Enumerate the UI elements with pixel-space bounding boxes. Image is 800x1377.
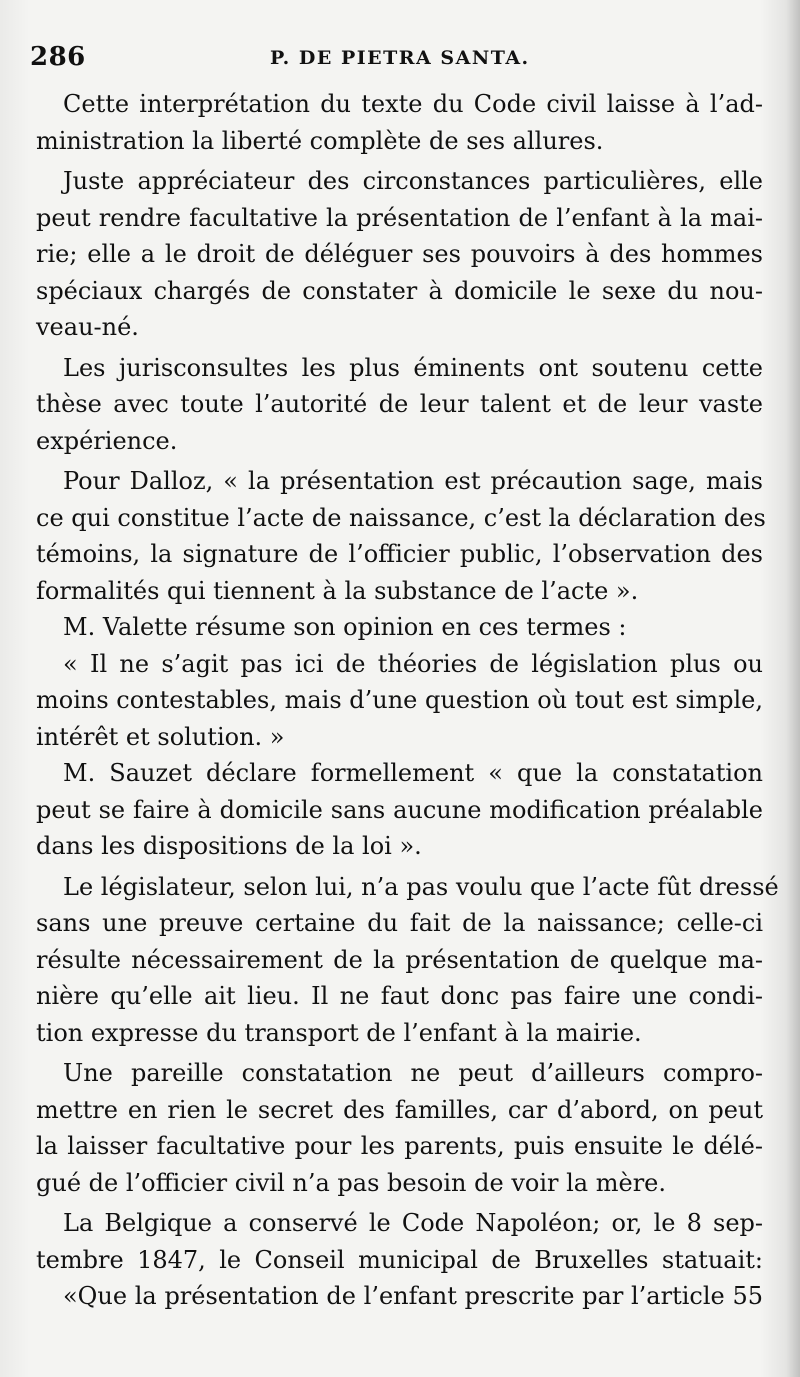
text-line: formalités qui tiennent à la substance de l’acte ». [36,576,639,605]
paragraph-2 [36,163,763,346]
body-text [36,86,779,1315]
text-line: Une pareille constatation ne peut d’ailleurs compro- [63,1059,763,1087]
paragraph-8 [36,869,779,1052]
text-line: thèse avec toute l’autorité de leur talent et de leur vaste [36,390,763,418]
text-line: Le législateur, selon lui, n’a pas voulu que l’acte fût dressé [63,872,779,901]
text-line: témoins, la signature de l’officier public, l’observation des [36,540,763,568]
paragraph-1 [36,86,763,159]
text-line: spéciaux chargés de constater à domicile le sexe du nou- [36,276,763,305]
text-line: tion expresse du transport de l’enfant à la mairie. [36,1018,642,1047]
text-line: sans une preuve certaine du fait de la naissance; celle-ci [36,909,763,937]
text-line: ce qui constitue l’acte de naissance, c’est la déclaration des [36,503,766,532]
text-line: Juste appréciateur des circonstances particulières, elle [63,167,763,195]
running-title: P. DE PIETRA SANTA. [270,47,530,69]
text-line: Les jurisconsultes les plus éminents ont soutenu cette [63,353,763,382]
text-line: gué de l’officier civil n’a pas besoin de voir la mère. [36,1168,666,1197]
paragraph-5 [36,609,763,646]
text-line: « Il ne s’agit pas ici de théories de législation plus ou [63,649,763,678]
text-line: veau-né. [36,313,139,341]
text-line: peut se faire à domicile sans aucune modification préalable [36,795,763,824]
text-line: M. Sauzet déclare formellement « que la constatation [63,759,763,787]
text-line: ministration la liberté complète de ses allures. [36,126,604,155]
text-line: résulte nécessairement de la présentation de quelque ma- [36,945,763,974]
text-line: dans les dispositions de la loi ». [36,832,422,860]
text-line: Pour Dalloz, « la présentation est précaution sage, mais [63,467,763,495]
paragraph-10 [36,1205,763,1315]
paragraph-9 [36,1055,763,1201]
text-line: la laisser facultative pour les parents, puis ensuite le délé- [36,1132,763,1160]
paragraph-6 [36,646,763,756]
text-line: rie; elle a le droit de déléguer ses pouvoirs à des hommes [36,240,763,268]
page-number: 286 [30,42,86,72]
page-header [30,42,770,82]
text-line: intérêt et solution. » [36,722,285,751]
text-line: Cette interprétation du texte du Code civil laisse à l’ad- [63,90,763,118]
text-line: M. Valette résume son opinion en ces termes : [63,613,627,641]
text-line: expérience. [36,426,178,455]
paragraph-3 [36,350,763,460]
text-line: mettre en rien le secret des familles, car d’abord, on peut [36,1095,763,1124]
text-line: moins contestables, mais d’une question où tout est simple, [36,686,763,714]
text-line: peut rendre facultative la présentation de l’enfant à la mai- [36,203,763,232]
page-edge-shadow [786,0,800,1377]
paragraph-7 [36,755,763,865]
text-line: «Que la présentation de l’enfant prescrite par l’article 55 [63,1282,763,1310]
text-line: tembre 1847, le Conseil municipal de Bruxelles statuait: [36,1245,763,1274]
paragraph-4 [36,463,766,609]
text-line: nière qu’elle ait lieu. Il ne faut donc pas faire une condi- [36,982,763,1010]
text-line: La Belgique a conservé le Code Napoléon; or, le 8 sep- [63,1209,763,1237]
